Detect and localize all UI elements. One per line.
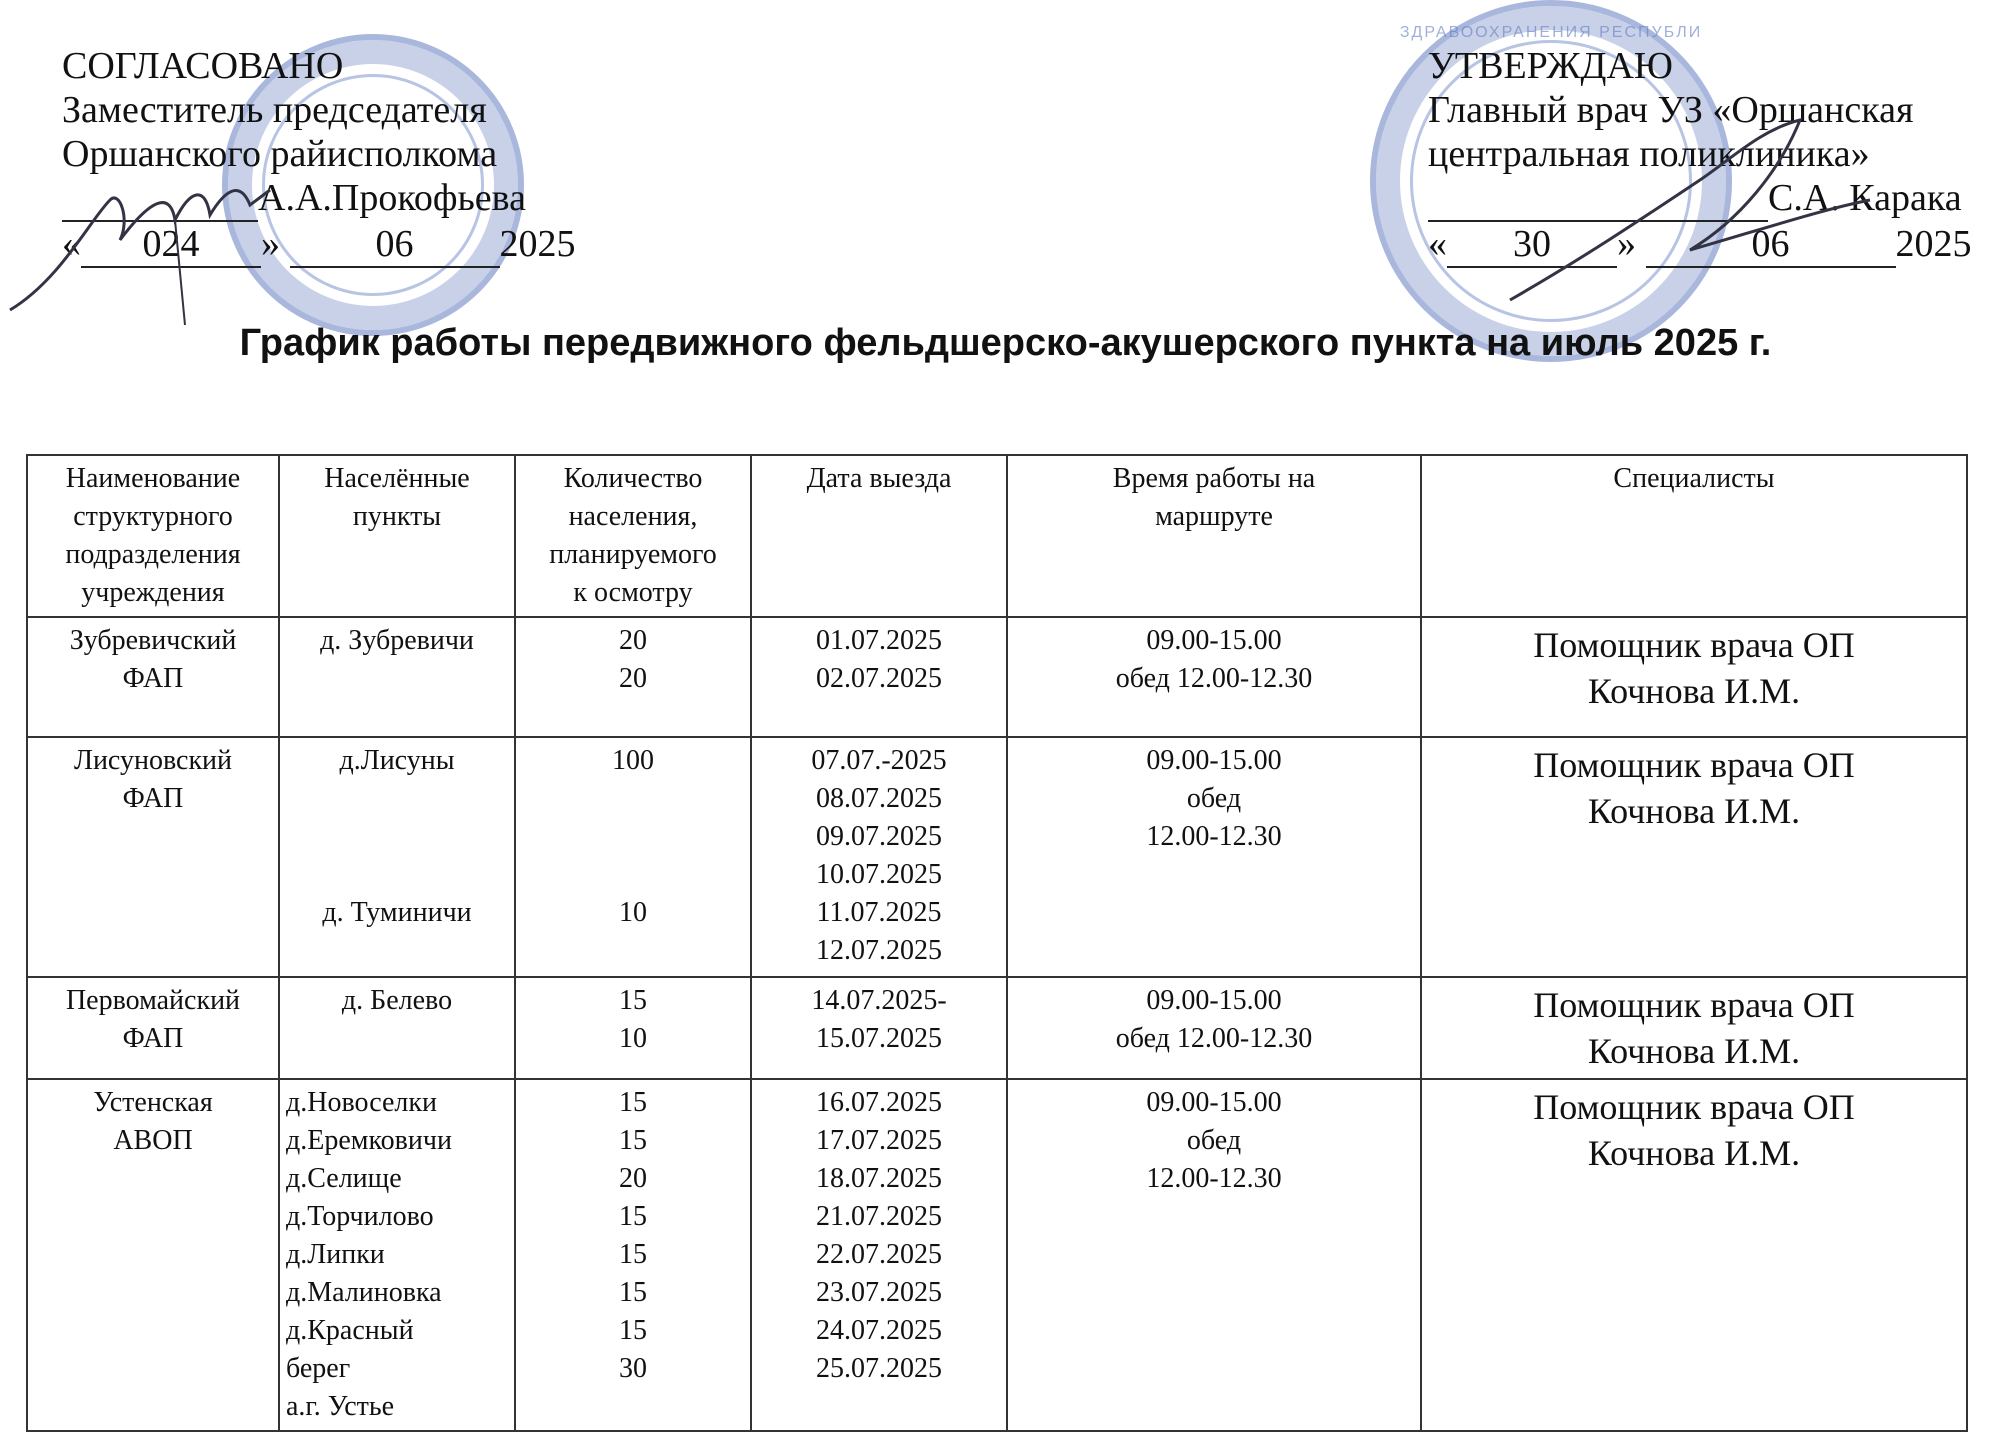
quote-close: » [261,223,280,265]
cell-line: 07.07.-2025 [811,745,947,776]
cell-line: а.г. Устье [286,1391,395,1422]
approval-position-line1-left: Заместитель председателя [62,89,487,131]
cell-line: АВОП [113,1125,193,1156]
cell-population [515,737,751,977]
cell-line: 22.07.2025 [816,1239,942,1270]
cell-line [522,780,744,818]
cell-line: д.Новоселки [286,1087,437,1118]
header-specialists: Специалисты [1421,455,1967,617]
cell-line: 10.07.2025 [816,859,942,890]
cell-unit [27,617,279,737]
cell-line: Кочнова И.М. [1587,791,1801,831]
cell-line: Кочнова И.М. [1587,1031,1801,1071]
cell-line: 100 [612,745,654,776]
cell-line: 15.07.2025 [816,1023,942,1054]
cell-line: 15 [619,1277,647,1308]
cell-line: 12.00-12.30 [1146,1163,1282,1194]
cell-line: ФАП [122,1023,184,1054]
cell-line: д.Лисуны [339,745,455,776]
document-title: График работы передвижного фельдшерско-акушерского пункта на июль 2025 г. [239,322,1772,364]
cell-line: 08.07.2025 [816,783,942,814]
cell-unit [27,1079,279,1431]
cell-hours [1007,1079,1421,1431]
approval-position-line2-left: Оршанского райисполкома [62,133,498,175]
approval-date-left [62,222,576,268]
cell-line: 09.00-15.00 [1146,1087,1282,1118]
cell-line [522,818,744,856]
cell-line: Помощник врача ОП [1533,985,1855,1025]
cell-line [522,856,744,894]
header-unit: Наименование структурного подразделения учреждения [27,455,279,617]
cell-dates [751,1079,1007,1431]
cell-line: д.Селище [286,1163,402,1194]
cell-hours [1007,977,1421,1079]
cell-settlements [279,737,515,977]
cell-line: 20 [619,1163,647,1194]
table-header-row [27,455,1967,617]
header-hours: Время работы на маршруте [1007,455,1421,617]
cell-line: 17.07.2025 [816,1125,942,1156]
cell-specialists [1421,737,1967,977]
cell-hours [1007,737,1421,977]
approval-heading-right: УТВЕРЖДАЮ [1428,45,1673,87]
cell-line: берег [286,1353,351,1384]
cell-line: д. Туминичи [322,897,472,928]
cell-unit [27,977,279,1079]
cell-line: 25.07.2025 [816,1353,942,1384]
approval-date-right [1428,222,1972,268]
cell-line: ФАП [122,783,184,814]
cell-line: Зубревичский [69,625,237,656]
cell-population [515,977,751,1079]
cell-line: Лисуновский [73,745,233,776]
cell-line: 10 [619,1023,647,1054]
cell-line: 14.07.2025- [811,985,947,1016]
cell-line: д.Липки [286,1239,385,1270]
cell-hours [1007,617,1421,737]
cell-dates [751,617,1007,737]
cell-population [515,617,751,737]
table-row [27,737,1967,977]
header-settlements: Населённые пункты [279,455,515,617]
cell-line: 15 [619,1125,647,1156]
cell-line: 11.07.2025 [816,897,942,928]
cell-settlements [279,617,515,737]
approval-position-line2-right: центральная поликлиника» [1428,133,1870,175]
header-population: Количество населения, планируемого к осмотру [515,455,751,617]
cell-line: обед 12.00-12.30 [1115,1023,1313,1054]
approval-heading-left: СОГЛАСОВАНО [62,45,344,87]
cell-line: 02.07.2025 [816,663,942,694]
cell-line: ФАП [122,663,184,694]
cell-line: обед 12.00-12.30 [1115,663,1313,694]
cell-dates [751,977,1007,1079]
quote-open: « [1428,223,1447,265]
approval-day-left: 024 [81,222,261,268]
cell-line: 30 [619,1353,647,1384]
cell-settlements [279,1079,515,1431]
approval-signer-line-right [1428,176,1972,222]
approval-year-left: 2025 [499,223,576,265]
cell-line: Помощник врача ОП [1533,745,1855,785]
cell-line [286,856,508,894]
cell-line: 21.07.2025 [816,1201,942,1232]
cell-line: 09.00-15.00 [1146,625,1282,656]
cell-line: 09.00-15.00 [1146,985,1282,1016]
cell-line: 09.07.2025 [816,821,942,852]
cell-line [286,818,508,856]
cell-specialists [1421,977,1967,1079]
cell-line: 12.07.2025 [816,935,942,966]
cell-line: 15 [619,985,647,1016]
cell-line: д. Белево [341,985,453,1016]
approval-month-left: 06 [290,222,500,268]
table-row [27,1079,1967,1431]
cell-line: Первомайский [65,985,241,1016]
approval-signer-left: А.А.Прокофьева [258,177,526,219]
cell-line: 23.07.2025 [816,1277,942,1308]
approval-year-right: 2025 [1895,223,1972,265]
cell-line: Кочнова И.М. [1587,1133,1801,1173]
cell-line: 24.07.2025 [816,1315,942,1346]
cell-line: 10 [619,897,647,928]
cell-line [286,780,508,818]
schedule-table [26,454,1968,1432]
table-row [27,617,1967,737]
cell-settlements [279,977,515,1079]
cell-specialists [1421,1079,1967,1431]
header-date: Дата выезда [751,455,1007,617]
approval-block-left [62,44,576,268]
cell-line: 12.00-12.30 [1146,821,1282,852]
approval-month-right: 06 [1646,222,1896,268]
cell-line: Кочнова И.М. [1587,671,1801,711]
seal-text: ЗДРАВООХРАНЕНИЯ РЕСПУБЛИ [1399,24,1703,41]
cell-line: Помощник врача ОП [1533,1087,1855,1127]
signature-blank-right [1428,176,1768,222]
approval-position-line1-right: Главный врач УЗ «Оршанская [1428,89,1914,131]
cell-line: Устенская [93,1087,213,1118]
cell-line: Помощник врача ОП [1533,625,1855,665]
quote-open: « [62,223,81,265]
cell-line: 09.00-15.00 [1146,745,1282,776]
cell-line: обед [1186,783,1242,814]
cell-line: д.Еремковичи [286,1125,452,1156]
cell-line: д.Красный [286,1315,414,1346]
cell-dates [751,737,1007,977]
cell-line: 15 [619,1239,647,1270]
cell-population [515,1079,751,1431]
cell-line: д. Зубревичи [320,625,474,656]
table-row [27,977,1967,1079]
cell-line: обед [1186,1125,1242,1156]
approval-signer-right: С.А. Карака [1768,177,1962,219]
cell-line: 20 [619,625,647,656]
cell-line: 16.07.2025 [816,1087,942,1118]
cell-line: 01.07.2025 [816,625,942,656]
cell-line: 20 [619,663,647,694]
approval-day-right: 30 [1447,222,1617,268]
cell-unit [27,737,279,977]
cell-line: д.Малиновка [286,1277,442,1308]
cell-line: 18.07.2025 [816,1163,942,1194]
cell-line: 15 [619,1315,647,1346]
cell-line: 15 [619,1087,647,1118]
cell-specialists [1421,617,1967,737]
approval-signer-line-left [62,176,576,222]
cell-line: д.Торчилово [286,1201,434,1232]
approval-block-right [1428,44,1972,268]
schedule-body [27,617,1967,1431]
quote-close: » [1617,223,1636,265]
signature-blank-left [62,176,258,222]
cell-line: 15 [619,1201,647,1232]
